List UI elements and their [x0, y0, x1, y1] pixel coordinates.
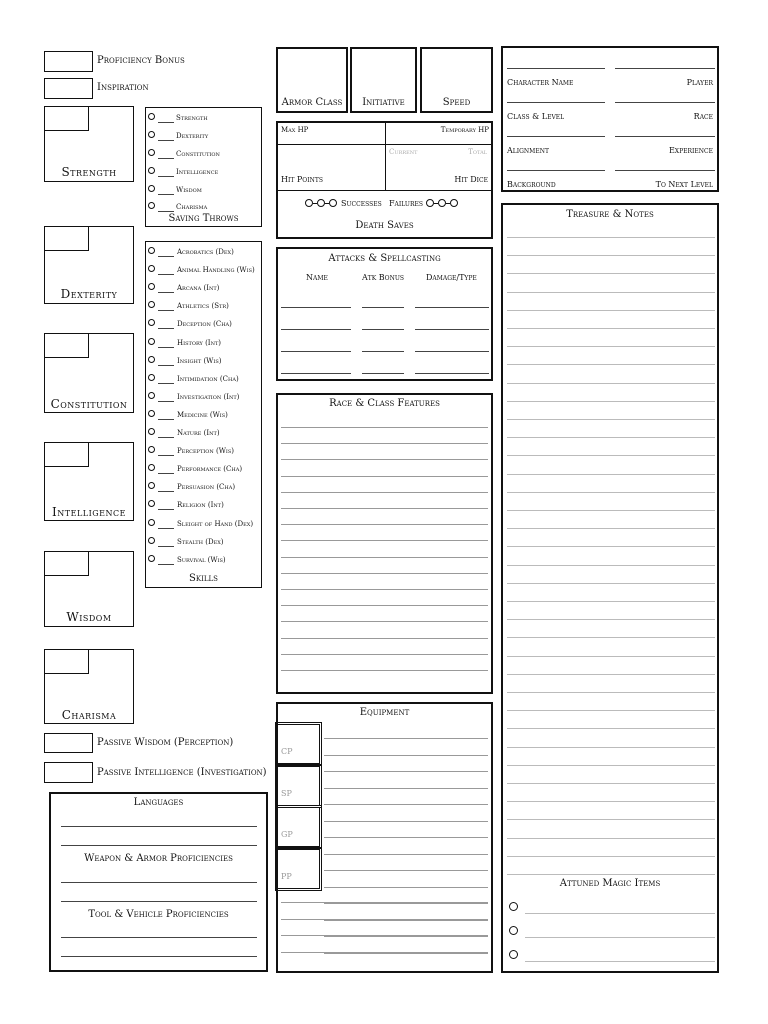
writing-line[interactable] [324, 887, 488, 888]
value-line[interactable] [158, 347, 174, 348]
writing-line[interactable] [507, 619, 715, 620]
writing-line[interactable] [507, 328, 715, 329]
proficiency-circle-icon[interactable] [148, 202, 155, 209]
next-level-field[interactable] [615, 170, 715, 171]
writing-line[interactable] [507, 728, 715, 729]
value-line[interactable] [158, 292, 174, 293]
death-saves-successes[interactable] [305, 198, 341, 208]
proficiency-circle-icon[interactable] [148, 410, 155, 417]
skill-label: Perception (Wis) [177, 447, 235, 456]
weapon-armor-line[interactable] [61, 882, 257, 883]
coin-label: GP [281, 830, 293, 839]
hit-dice-label: Hit Dice [454, 175, 488, 184]
skill-row[interactable] [148, 427, 260, 441]
ability-modifier-box[interactable] [45, 650, 89, 674]
class-level-label: Class & Level [507, 112, 565, 121]
proficiency-circle-icon[interactable] [148, 301, 155, 308]
saving-throw-label: Strength [176, 114, 208, 122]
hit-dice-total-label: Total [468, 148, 487, 156]
skill-label: Animal Handling (Wis) [177, 266, 255, 275]
attack-damage-field[interactable] [415, 351, 489, 352]
skill-row[interactable] [148, 355, 260, 369]
value-line[interactable] [158, 546, 174, 547]
writing-line[interactable] [324, 903, 488, 904]
writing-line[interactable] [507, 819, 715, 820]
character-name-field[interactable] [507, 68, 605, 69]
skill-label: Deception (Cha) [177, 320, 232, 329]
saving-throw-row[interactable] [148, 112, 258, 126]
class-level-field[interactable] [507, 102, 605, 103]
proficiency-circle-icon[interactable] [148, 247, 155, 254]
skill-label: Investigation (Int) [177, 392, 240, 401]
writing-line[interactable] [507, 273, 715, 274]
proficiency-circle-icon[interactable] [148, 537, 155, 544]
failure-circle-icon[interactable] [450, 199, 458, 207]
attuned-circle-icon[interactable] [509, 902, 518, 911]
attuned-item-field[interactable] [525, 913, 715, 914]
skill-label: Nature (Int) [177, 429, 220, 437]
passive-intelligence-box[interactable] [44, 762, 93, 783]
saving-throw-label: Constitution [176, 150, 220, 158]
player-label: Player [686, 78, 713, 87]
value-line[interactable] [158, 310, 174, 311]
value-line[interactable] [158, 176, 174, 177]
writing-line[interactable] [281, 524, 488, 525]
attuned-item-field[interactable] [525, 961, 715, 962]
value-line[interactable] [158, 509, 174, 510]
value-line[interactable] [158, 365, 174, 366]
writing-line[interactable] [324, 771, 488, 772]
attack-bonus-field[interactable] [362, 329, 404, 330]
ability-modifier-box[interactable] [45, 334, 89, 358]
writing-line[interactable] [507, 510, 715, 511]
skill-row[interactable] [148, 499, 260, 513]
skill-label: Performance (Cha) [177, 465, 243, 474]
proficiency-circle-icon[interactable] [148, 428, 155, 435]
temporary-hp-field[interactable] [386, 123, 491, 145]
proficiency-circle-icon[interactable] [148, 131, 155, 138]
writing-line[interactable] [324, 821, 488, 822]
tool-vehicle-line[interactable] [61, 956, 257, 957]
attack-name-field[interactable] [281, 329, 351, 330]
treasure-lines[interactable] [503, 205, 717, 971]
failure-circle-icon[interactable] [426, 199, 434, 207]
attacks-col-name: Name [306, 273, 328, 282]
temporary-hp-label: Temporary HP [440, 126, 489, 134]
writing-line[interactable] [281, 443, 488, 444]
inspiration-box[interactable] [44, 78, 93, 99]
attack-bonus-field[interactable] [362, 373, 404, 374]
saving-throws-panel [145, 107, 262, 227]
saving-throw-row[interactable] [148, 166, 258, 180]
skill-row[interactable] [148, 246, 260, 260]
failure-circle-icon[interactable] [438, 199, 446, 207]
writing-line[interactable] [281, 605, 488, 606]
value-line[interactable] [158, 158, 174, 159]
proficiency-circle-icon[interactable] [148, 482, 155, 489]
proficiency-circle-icon[interactable] [148, 519, 155, 526]
max-hp-field[interactable] [278, 123, 386, 145]
skills-title: Skills [189, 573, 218, 584]
skill-row[interactable] [148, 463, 260, 477]
armor-class-label: Armor Class [281, 97, 343, 108]
writing-line[interactable] [281, 919, 488, 920]
proficiency-circle-icon[interactable] [148, 167, 155, 174]
success-circle-icon[interactable] [305, 199, 313, 207]
features-lines[interactable] [278, 395, 491, 692]
value-line[interactable] [158, 419, 174, 420]
proficiency-circle-icon[interactable] [148, 113, 155, 120]
saving-throw-label: Charisma [176, 203, 208, 211]
ability-charisma[interactable] [44, 649, 134, 724]
tool-vehicle-title: Tool & Vehicle Proficiencies [88, 909, 229, 920]
attuned-item-field[interactable] [525, 937, 715, 938]
writing-line[interactable] [507, 546, 715, 547]
value-line[interactable] [158, 256, 174, 257]
skill-label: Intimidation (Cha) [177, 374, 239, 383]
coin-label: CP [281, 747, 293, 756]
attacks-col-bonus: Atk Bonus [362, 273, 405, 282]
writing-line[interactable] [507, 383, 715, 384]
character-info-panel [501, 46, 719, 192]
coin-box-sp[interactable] [277, 766, 320, 806]
writing-line[interactable] [507, 474, 715, 475]
ability-constitution[interactable] [44, 333, 134, 413]
failures-label: Failures [389, 199, 423, 208]
writing-line[interactable] [507, 419, 715, 420]
attack-bonus-field[interactable] [362, 351, 404, 352]
inspiration-label: Inspiration [97, 82, 149, 93]
coin-box-pp[interactable] [277, 849, 320, 889]
proficiency-bonus-label: Proficiency Bonus [97, 55, 185, 66]
attacks-panel [276, 247, 493, 381]
proficiency-circle-icon[interactable] [148, 185, 155, 192]
alignment-field[interactable] [507, 136, 605, 137]
writing-line[interactable] [507, 455, 715, 456]
proficiency-circle-icon[interactable] [148, 356, 155, 363]
attack-name-field[interactable] [281, 307, 351, 308]
writing-line[interactable] [281, 573, 488, 574]
success-circle-icon[interactable] [329, 199, 337, 207]
hit-dice-field[interactable] [386, 145, 491, 191]
passive-wisdom-box[interactable] [44, 733, 93, 753]
skill-label: Medicine (Wis) [177, 410, 228, 419]
skills-panel [145, 241, 262, 588]
death-saves-title: Death Saves [355, 220, 414, 231]
proficiency-circle-icon[interactable] [148, 374, 155, 381]
experience-label: Experience [668, 146, 713, 155]
value-line[interactable] [158, 274, 174, 275]
value-line[interactable] [158, 564, 174, 565]
writing-line[interactable] [281, 952, 488, 953]
speed-label: Speed [442, 97, 471, 108]
attack-name-field[interactable] [281, 373, 351, 374]
value-line[interactable] [158, 194, 174, 195]
writing-line[interactable] [507, 710, 715, 711]
skill-label: Insight (Wis) [177, 356, 222, 365]
languages-line[interactable] [61, 845, 257, 846]
ability-label: Strength [61, 165, 117, 179]
proficiency-circle-icon[interactable] [148, 464, 155, 471]
skill-row[interactable] [148, 300, 260, 314]
value-line[interactable] [158, 528, 174, 529]
proficiency-circle-icon[interactable] [148, 319, 155, 326]
languages-line[interactable] [61, 826, 257, 827]
writing-line[interactable] [507, 656, 715, 657]
successes-label: Successes [341, 199, 382, 208]
ability-modifier-box[interactable] [45, 552, 89, 576]
ability-modifier-box[interactable] [45, 107, 89, 131]
writing-line[interactable] [281, 935, 488, 936]
skill-row[interactable] [148, 391, 260, 405]
ability-label: Wisdom [66, 610, 112, 624]
writing-line[interactable] [507, 783, 715, 784]
writing-line[interactable] [507, 856, 715, 857]
writing-line[interactable] [507, 528, 715, 529]
saving-throw-label: Wisdom [176, 186, 202, 194]
skill-row[interactable] [148, 536, 260, 550]
treasure-notes-title: Treasure & Notes [566, 209, 654, 220]
value-line[interactable] [158, 211, 174, 212]
attack-bonus-field[interactable] [362, 307, 404, 308]
writing-line[interactable] [507, 364, 715, 365]
ability-wisdom[interactable] [44, 551, 134, 627]
writing-line[interactable] [507, 674, 715, 675]
writing-line[interactable] [324, 804, 488, 805]
writing-line[interactable] [507, 692, 715, 693]
skill-label: History (Int) [177, 338, 222, 347]
attack-damage-field[interactable] [415, 307, 489, 308]
race-field[interactable] [615, 102, 715, 103]
writing-line[interactable] [281, 654, 488, 655]
proficiency-circle-icon[interactable] [148, 338, 155, 345]
experience-field[interactable] [615, 136, 715, 137]
weapon-armor-line[interactable] [61, 901, 257, 902]
writing-line[interactable] [281, 427, 488, 428]
skill-row[interactable] [148, 554, 260, 568]
attacks-col-damage: Damage/Type [426, 273, 477, 282]
attuned-item-row[interactable] [507, 924, 715, 938]
writing-line[interactable] [281, 492, 488, 493]
value-line[interactable] [158, 437, 174, 438]
saving-throw-label: Intelligence [176, 168, 219, 176]
saving-throw-row[interactable] [148, 148, 258, 162]
next-level-label: To Next Level [655, 180, 713, 189]
value-line[interactable] [158, 491, 174, 492]
skill-row[interactable] [148, 337, 260, 351]
writing-line[interactable] [507, 492, 715, 493]
initiative-label: Initiative [362, 97, 405, 108]
languages-title: Languages [133, 797, 184, 808]
skill-row[interactable] [148, 409, 260, 423]
skill-row[interactable] [148, 318, 260, 332]
skill-label: Persuasion (Cha) [177, 483, 236, 492]
proficiency-circle-icon[interactable] [148, 283, 155, 290]
writing-line[interactable] [324, 837, 488, 838]
ability-label: Intelligence [52, 505, 126, 519]
writing-line[interactable] [324, 920, 488, 921]
ability-label: Charisma [61, 708, 117, 722]
writing-line[interactable] [324, 936, 488, 937]
proficiency-circle-icon[interactable] [148, 265, 155, 272]
alignment-label: Alignment [507, 146, 549, 155]
skill-label: Religion (Int) [177, 501, 224, 510]
passive-wisdom-label: Passive Wisdom (Perception) [97, 737, 234, 748]
proficiency-circle-icon[interactable] [148, 555, 155, 562]
writing-line[interactable] [507, 765, 715, 766]
hit-points-panel [276, 121, 493, 239]
skill-row[interactable] [148, 373, 260, 387]
value-line[interactable] [158, 383, 174, 384]
ability-modifier-box[interactable] [45, 443, 89, 467]
writing-line[interactable] [507, 237, 715, 238]
success-circle-icon[interactable] [317, 199, 325, 207]
writing-line[interactable] [507, 583, 715, 584]
writing-line[interactable] [324, 854, 488, 855]
writing-line[interactable] [324, 788, 488, 789]
writing-line[interactable] [324, 870, 488, 871]
death-saves-failures[interactable] [426, 198, 462, 208]
passive-intelligence-label: Passive Intelligence (Investigation) [97, 767, 267, 778]
weapon-armor-title: Weapon & Armor Proficiencies [84, 853, 233, 864]
skill-row[interactable] [148, 264, 260, 278]
ability-intelligence[interactable] [44, 442, 134, 521]
treasure-notes-panel [501, 203, 719, 973]
saving-throw-row[interactable] [148, 184, 258, 198]
writing-line[interactable] [281, 540, 488, 541]
value-line[interactable] [158, 140, 174, 141]
writing-line[interactable] [507, 565, 715, 566]
max-hp-label: Max HP [281, 126, 309, 134]
background-field[interactable] [507, 170, 605, 171]
writing-line[interactable] [281, 638, 488, 639]
writing-line[interactable] [281, 670, 488, 671]
proficiency-circle-icon[interactable] [148, 149, 155, 156]
writing-line[interactable] [324, 738, 488, 739]
race-label: Race [693, 112, 713, 121]
ability-modifier-box[interactable] [45, 227, 89, 251]
ability-strength[interactable] [44, 106, 134, 182]
skill-label: Sleight of Hand (Dex) [177, 519, 254, 528]
character-name-label: Character Name [507, 78, 574, 87]
proficiency-bonus-box[interactable] [44, 51, 93, 72]
skill-label: Survival (Wis) [177, 555, 226, 564]
value-line[interactable] [158, 401, 174, 402]
background-label: Background [507, 180, 556, 189]
writing-line[interactable] [507, 874, 715, 875]
writing-line[interactable] [507, 437, 715, 438]
writing-line[interactable] [507, 346, 715, 347]
writing-line[interactable] [507, 401, 715, 402]
player-field[interactable] [615, 68, 715, 69]
writing-line[interactable] [507, 601, 715, 602]
attuned-items-title: Attuned Magic Items [559, 878, 661, 889]
writing-line[interactable] [324, 755, 488, 756]
attack-name-field[interactable] [281, 351, 351, 352]
attuned-circle-icon[interactable] [509, 926, 518, 935]
equipment-title: Equipment [359, 707, 410, 718]
attuned-circle-icon[interactable] [509, 950, 518, 959]
coin-label: PP [281, 872, 292, 881]
writing-line[interactable] [281, 508, 488, 509]
speed-box[interactable] [420, 47, 493, 113]
ability-label: Constitution [50, 397, 128, 411]
skill-row[interactable] [148, 518, 260, 532]
features-panel [276, 393, 493, 694]
features-title: Race & Class Features [329, 398, 440, 409]
skill-label: Arcana (Int) [177, 284, 220, 293]
writing-line[interactable] [324, 953, 488, 954]
armor-class-box[interactable] [276, 47, 348, 113]
value-line[interactable] [158, 328, 174, 329]
attack-damage-field[interactable] [415, 329, 489, 330]
writing-line[interactable] [281, 589, 488, 590]
skill-row[interactable] [148, 481, 260, 495]
writing-line[interactable] [281, 459, 488, 460]
ability-dexterity[interactable] [44, 226, 134, 304]
skill-row[interactable] [148, 445, 260, 459]
skill-row[interactable] [148, 282, 260, 296]
attuned-item-row[interactable] [507, 948, 715, 962]
skill-label: Stealth (Dex) [177, 537, 224, 546]
coin-box-cp[interactable] [277, 724, 320, 764]
attack-damage-field[interactable] [415, 373, 489, 374]
ability-label: Dexterity [60, 287, 118, 301]
tool-vehicle-line[interactable] [61, 937, 257, 938]
proficiency-circle-icon[interactable] [148, 392, 155, 399]
proficiencies-panel [49, 792, 268, 972]
hit-points-field[interactable] [278, 145, 386, 191]
attuned-item-row[interactable] [507, 900, 715, 914]
value-line[interactable] [158, 455, 174, 456]
writing-line[interactable] [281, 476, 488, 477]
writing-line[interactable] [507, 310, 715, 311]
writing-line[interactable] [507, 801, 715, 802]
writing-line[interactable] [507, 292, 715, 293]
coin-label: SP [281, 789, 292, 798]
skill-label: Acrobatics (Dex) [177, 248, 234, 256]
writing-line[interactable] [507, 255, 715, 256]
hit-points-label: Hit Points [281, 175, 323, 184]
saving-throws-title: Saving Throws [168, 213, 239, 224]
saving-throw-label: Dexterity [176, 132, 209, 140]
saving-throw-row[interactable] [148, 130, 258, 144]
initiative-box[interactable] [350, 47, 417, 113]
hit-dice-current-label: Current [389, 148, 418, 156]
writing-line[interactable] [281, 902, 488, 903]
writing-line[interactable] [281, 621, 488, 622]
proficiency-circle-icon[interactable] [148, 500, 155, 507]
value-line[interactable] [158, 122, 174, 123]
proficiency-circle-icon[interactable] [148, 446, 155, 453]
coin-box-gp[interactable] [277, 807, 320, 847]
skill-label: Athletics (Str) [177, 302, 229, 311]
writing-line[interactable] [507, 747, 715, 748]
attacks-title: Attacks & Spellcasting [328, 253, 441, 264]
value-line[interactable] [158, 473, 174, 474]
writing-line[interactable] [507, 637, 715, 638]
writing-line[interactable] [281, 557, 488, 558]
writing-line[interactable] [507, 838, 715, 839]
